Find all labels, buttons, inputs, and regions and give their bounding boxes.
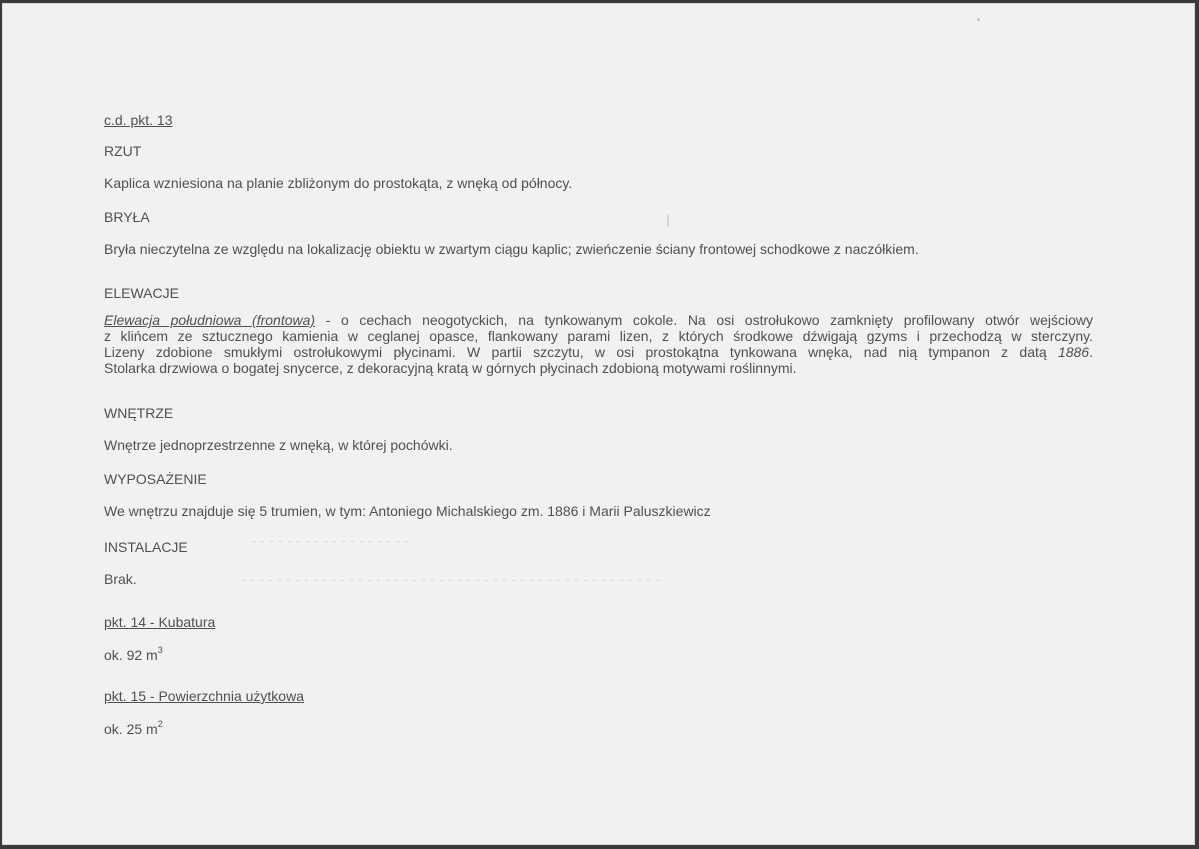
elewacje-line-1: Elewacja południowa (frontowa) - o cechach neogotyckich, na tynkowanym cokole. Na osi ostrołukowo zamknięty profilowany otwór wejściowy [104,312,1093,328]
point-15-value: ok. 25 $m^2$ [104,719,163,737]
point-14-label: pkt. 14 - Kubatura [104,614,216,630]
section-heading-rzut: RZUT [104,143,142,159]
section-heading-wyposazenie: WYPOSAŻENIE [104,471,207,487]
section-body-elewacje [104,312,1093,376]
section-body-wyposazenie: We wnętrzu znajduje się 5 trumien, w tym: Antoniego Michalskiego zm. 1886 i Marii Paluszkiewicz [104,503,711,519]
scan-mark [977,18,980,21]
elevation-label: Elewacja południowa (frontowa) [104,312,316,328]
continuation-label: c.d. pkt. 13 [104,112,173,128]
scan-noise [242,580,662,581]
point-14-value: ok. 92 $m^3$ [104,645,163,663]
elewacje-line-4: Stolarka drzwiowa o bogatej snycerce, z dekoracyjną kratą w górnych płycinach zdobioną motywami roślinnymi. [104,360,797,376]
scan-mark [667,215,669,227]
section-body-wnetrze: Wnętrze jednoprzestrzenne z wnęką, w której pochówki. [104,437,453,453]
date-1886: 1886 [1057,344,1090,360]
scan-noise [252,541,412,542]
elewacje-line-2: z klińcem ze sztucznego kamienia w ceglanej opasce, flankowany parami lizen, z których środkowe dźwigają gzyms i przechodzą w sterczyny. [104,328,1093,344]
elewacje-line-3: Lizeny zdobione smukłymi ostrołukowymi płycinami. W partii szczytu, w osi prostokątna tynkowana wnęka, nad nią tympanon z datą 1886. [104,344,1093,360]
point-15-label: pkt. 15 - Powierzchnia użytkowa [104,688,304,704]
section-heading-instalacje: INSTALACJE [104,539,188,555]
section-heading-wnetrze: WNĘTRZE [104,405,174,421]
section-body-bryla: Bryła nieczytelna ze względu na lokalizację obiektu w zwartym ciągu kaplic; zwieńczenie ściany frontowej schodkowe z naczółkiem. [104,241,919,257]
scanned-page [2,3,1195,845]
section-body-instalacje: Brak. [104,571,137,587]
section-heading-bryla: BRYŁA [104,209,150,225]
section-heading-elewacje: ELEWACJE [104,285,179,301]
section-body-rzut: Kaplica wzniesiona na planie zbliżonym do prostokąta, z wnęką od północy. [104,175,573,191]
